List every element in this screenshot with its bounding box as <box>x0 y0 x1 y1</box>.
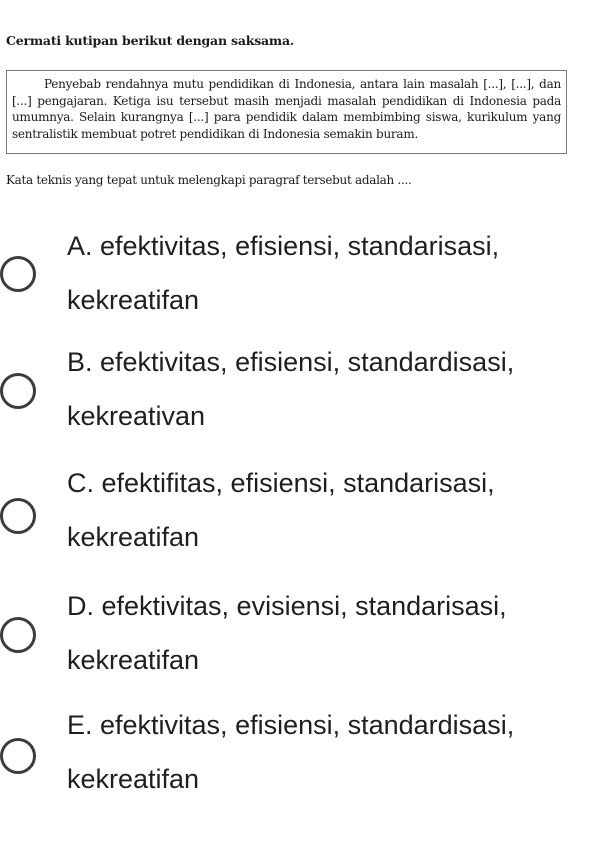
option-c-label: C. efektifitas, efisiensi, standarisasi, kekreatifan <box>67 468 495 552</box>
option-d[interactable] <box>0 590 605 690</box>
radio-button-a[interactable] <box>0 256 36 292</box>
option-b-label: B. efektivitas, efisiensi, standardisasi, kekreativan <box>67 347 515 431</box>
question-prompt: Kata teknis yang tepat untuk melengkapi paragraf tersebut adalah .... <box>6 173 412 187</box>
option-a-label: A. efektivitas, efisiensi, standarisasi, kekreatifan <box>67 231 500 315</box>
option-b[interactable] <box>0 346 605 446</box>
radio-button-d[interactable] <box>0 617 36 653</box>
option-e[interactable] <box>0 709 605 809</box>
instruction-text: Cermati kutipan berikut dengan saksama. <box>6 33 295 48</box>
radio-button-b[interactable] <box>0 373 36 409</box>
question-image <box>0 0 605 235</box>
option-d-label: D. efektivitas, evisiensi, standarisasi, kekreatifan <box>67 591 507 675</box>
option-e-label: E. efektivitas, efisiensi, standardisasi, kekreatifan <box>67 710 515 794</box>
option-a[interactable] <box>0 230 605 330</box>
passage-box: Penyebab rendahnya mutu pendidikan di Indonesia, antara lain masalah [...], [...], dan [...] pengajaran. Ketiga isu tersebut masih menjadi masalah pendidikan di Indonesia pada umumnya. Selain kurangnya [...] para pendidik dalam membimbing siswa, kurikulum yang sentralistik membuat potret pendidikan di Indonesia semakin buram. <box>6 70 567 154</box>
radio-button-e[interactable] <box>0 738 36 774</box>
radio-button-c[interactable] <box>0 498 36 534</box>
option-c[interactable] <box>0 467 605 567</box>
